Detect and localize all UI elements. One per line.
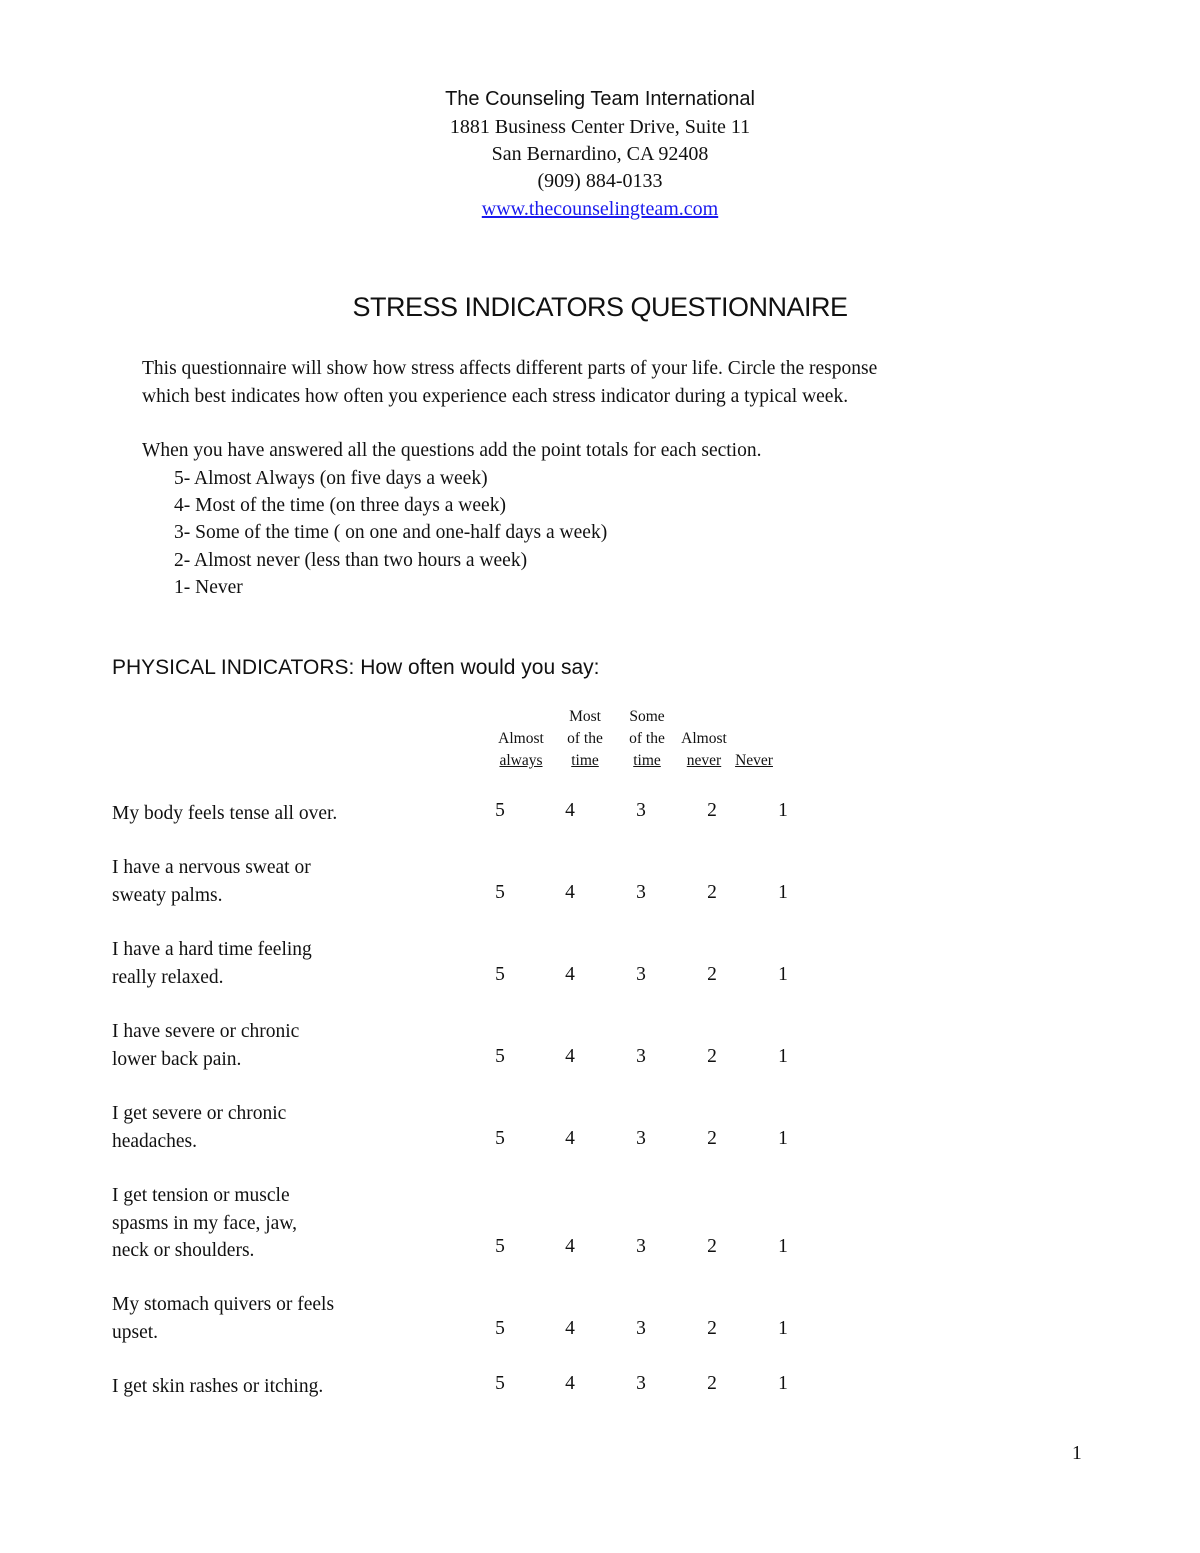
address-line-2: San Bernardino, CA 92408	[491, 143, 709, 165]
score-option-2[interactable]: 2	[707, 1046, 717, 1067]
score-option-1[interactable]: 1	[778, 964, 788, 985]
page-title: STRESS INDICATORS QUESTIONNAIRE	[352, 292, 848, 322]
question-line: I have a nervous sweat or	[112, 857, 311, 878]
column-header-line	[490, 706, 552, 728]
column-header-line	[728, 706, 780, 728]
section-title: PHYSICAL INDICATORS:	[112, 656, 355, 679]
score-option-1[interactable]: 1	[778, 1373, 788, 1394]
scale-item-2: 2- Almost never (less than two hours a week)	[174, 550, 528, 571]
question-line: lower back pain.	[112, 1048, 242, 1070]
score-option-3[interactable]: 3	[636, 964, 646, 985]
website-link[interactable]: www.thecounselingteam.com	[481, 198, 719, 220]
column-header-line: time	[571, 752, 599, 769]
question-6	[112, 1182, 452, 1265]
section-subtitle: How often would you say:	[360, 656, 600, 679]
score-option-3[interactable]: 3	[636, 1373, 646, 1394]
question-line: headaches.	[112, 1130, 197, 1152]
question-line: I have severe or chronic	[112, 1021, 300, 1042]
question-line: upset.	[112, 1321, 159, 1343]
column-header-line: never	[686, 752, 722, 769]
scale-item-1: 1- Never	[174, 577, 243, 598]
question-line: neck or shoulders.	[112, 1240, 255, 1261]
intro-line-1: This questionnaire will show how stress affects different parts of your life. Circle the response	[142, 358, 878, 379]
question-line: really relaxed.	[112, 966, 224, 988]
scale-item-3: 3- Some of the time ( on one and one-half days a week)	[174, 522, 608, 543]
question-line: sweaty palms.	[112, 884, 223, 906]
score-option-4[interactable]: 4	[565, 1128, 575, 1149]
score-option-5[interactable]: 5	[495, 800, 505, 821]
score-option-5[interactable]: 5	[495, 882, 505, 903]
intro-line-2: which best indicates how often you experience each stress indicator during a typical week.	[142, 386, 849, 407]
question-line: My stomach quivers or feels	[112, 1294, 335, 1315]
score-option-4[interactable]: 4	[565, 800, 575, 821]
score-option-4[interactable]: 4	[565, 1373, 575, 1394]
score-option-4[interactable]: 4	[565, 964, 575, 985]
score-option-3[interactable]: 3	[636, 1128, 646, 1149]
score-option-5[interactable]: 5	[495, 1373, 505, 1394]
column-header-some-of-the-time	[618, 706, 676, 772]
question-2	[112, 854, 452, 909]
column-header-line: time	[633, 752, 661, 769]
page-number: 1	[1072, 1443, 1082, 1464]
score-option-5[interactable]: 5	[495, 1318, 505, 1339]
column-header-line: Some	[629, 708, 665, 725]
question-line: My body feels tense all over.	[112, 803, 338, 824]
score-option-3[interactable]: 3	[636, 882, 646, 903]
score-option-1[interactable]: 1	[778, 1236, 788, 1257]
score-option-1[interactable]: 1	[778, 800, 788, 821]
scale-item-4: 4- Most of the time (on three days a week)	[174, 495, 506, 516]
score-option-4[interactable]: 4	[565, 882, 575, 903]
score-option-3[interactable]: 3	[636, 1318, 646, 1339]
question-3	[112, 936, 452, 991]
column-header-line: Never	[735, 752, 773, 769]
column-header-never	[728, 706, 780, 772]
column-header-almost-always	[490, 706, 552, 772]
column-header-almost-never	[674, 706, 734, 772]
score-option-2[interactable]: 2	[707, 1128, 717, 1149]
column-header-line: Most	[569, 708, 601, 725]
scale-item-5: 5- Almost Always (on five days a week)	[174, 468, 488, 489]
address-line-1: 1881 Business Center Drive, Suite 11	[449, 116, 751, 138]
column-header-line: Almost	[681, 730, 727, 747]
column-header-line: of the	[629, 730, 665, 747]
score-option-5[interactable]: 5	[495, 1236, 505, 1257]
column-header-line	[728, 728, 780, 750]
organization-name: The Counseling Team International	[445, 88, 755, 110]
section-heading	[112, 656, 599, 680]
question-5	[112, 1100, 452, 1155]
intro-line-3: When you have answered all the questions add the point totals for each section.	[142, 440, 762, 461]
column-header-most-of-the-time	[556, 706, 614, 772]
score-option-5[interactable]: 5	[495, 964, 505, 985]
question-line: spasms in my face, jaw,	[112, 1212, 298, 1234]
score-option-3[interactable]: 3	[636, 1236, 646, 1257]
score-option-5[interactable]: 5	[495, 1128, 505, 1149]
column-header-line: Almost	[498, 730, 544, 747]
question-7	[112, 1291, 452, 1346]
question-4	[112, 1018, 452, 1073]
question-line: I get skin rashes or itching.	[112, 1376, 324, 1397]
score-option-2[interactable]: 2	[707, 1373, 717, 1394]
score-option-1[interactable]: 1	[778, 1046, 788, 1067]
column-header-line: always	[499, 752, 543, 769]
score-option-4[interactable]: 4	[565, 1318, 575, 1339]
score-option-2[interactable]: 2	[707, 882, 717, 903]
question-1	[112, 800, 452, 828]
question-line: I get severe or chronic	[112, 1103, 287, 1124]
score-option-2[interactable]: 2	[707, 1236, 717, 1257]
score-option-1[interactable]: 1	[778, 1128, 788, 1149]
score-option-4[interactable]: 4	[565, 1046, 575, 1067]
phone-number: (909) 884-0133	[537, 170, 663, 192]
score-option-1[interactable]: 1	[778, 1318, 788, 1339]
question-line: I get tension or muscle	[112, 1185, 290, 1206]
score-option-4[interactable]: 4	[565, 1236, 575, 1257]
question-line: I have a hard time feeling	[112, 939, 312, 960]
website-line	[0, 196, 1200, 223]
column-header-line	[674, 706, 734, 728]
question-8	[112, 1373, 452, 1401]
score-option-2[interactable]: 2	[707, 800, 717, 821]
score-option-2[interactable]: 2	[707, 1318, 717, 1339]
score-option-2[interactable]: 2	[707, 964, 717, 985]
score-option-3[interactable]: 3	[636, 800, 646, 821]
score-option-1[interactable]: 1	[778, 882, 788, 903]
score-option-5[interactable]: 5	[495, 1046, 505, 1067]
column-header-line: of the	[567, 730, 603, 747]
score-option-3[interactable]: 3	[636, 1046, 646, 1067]
